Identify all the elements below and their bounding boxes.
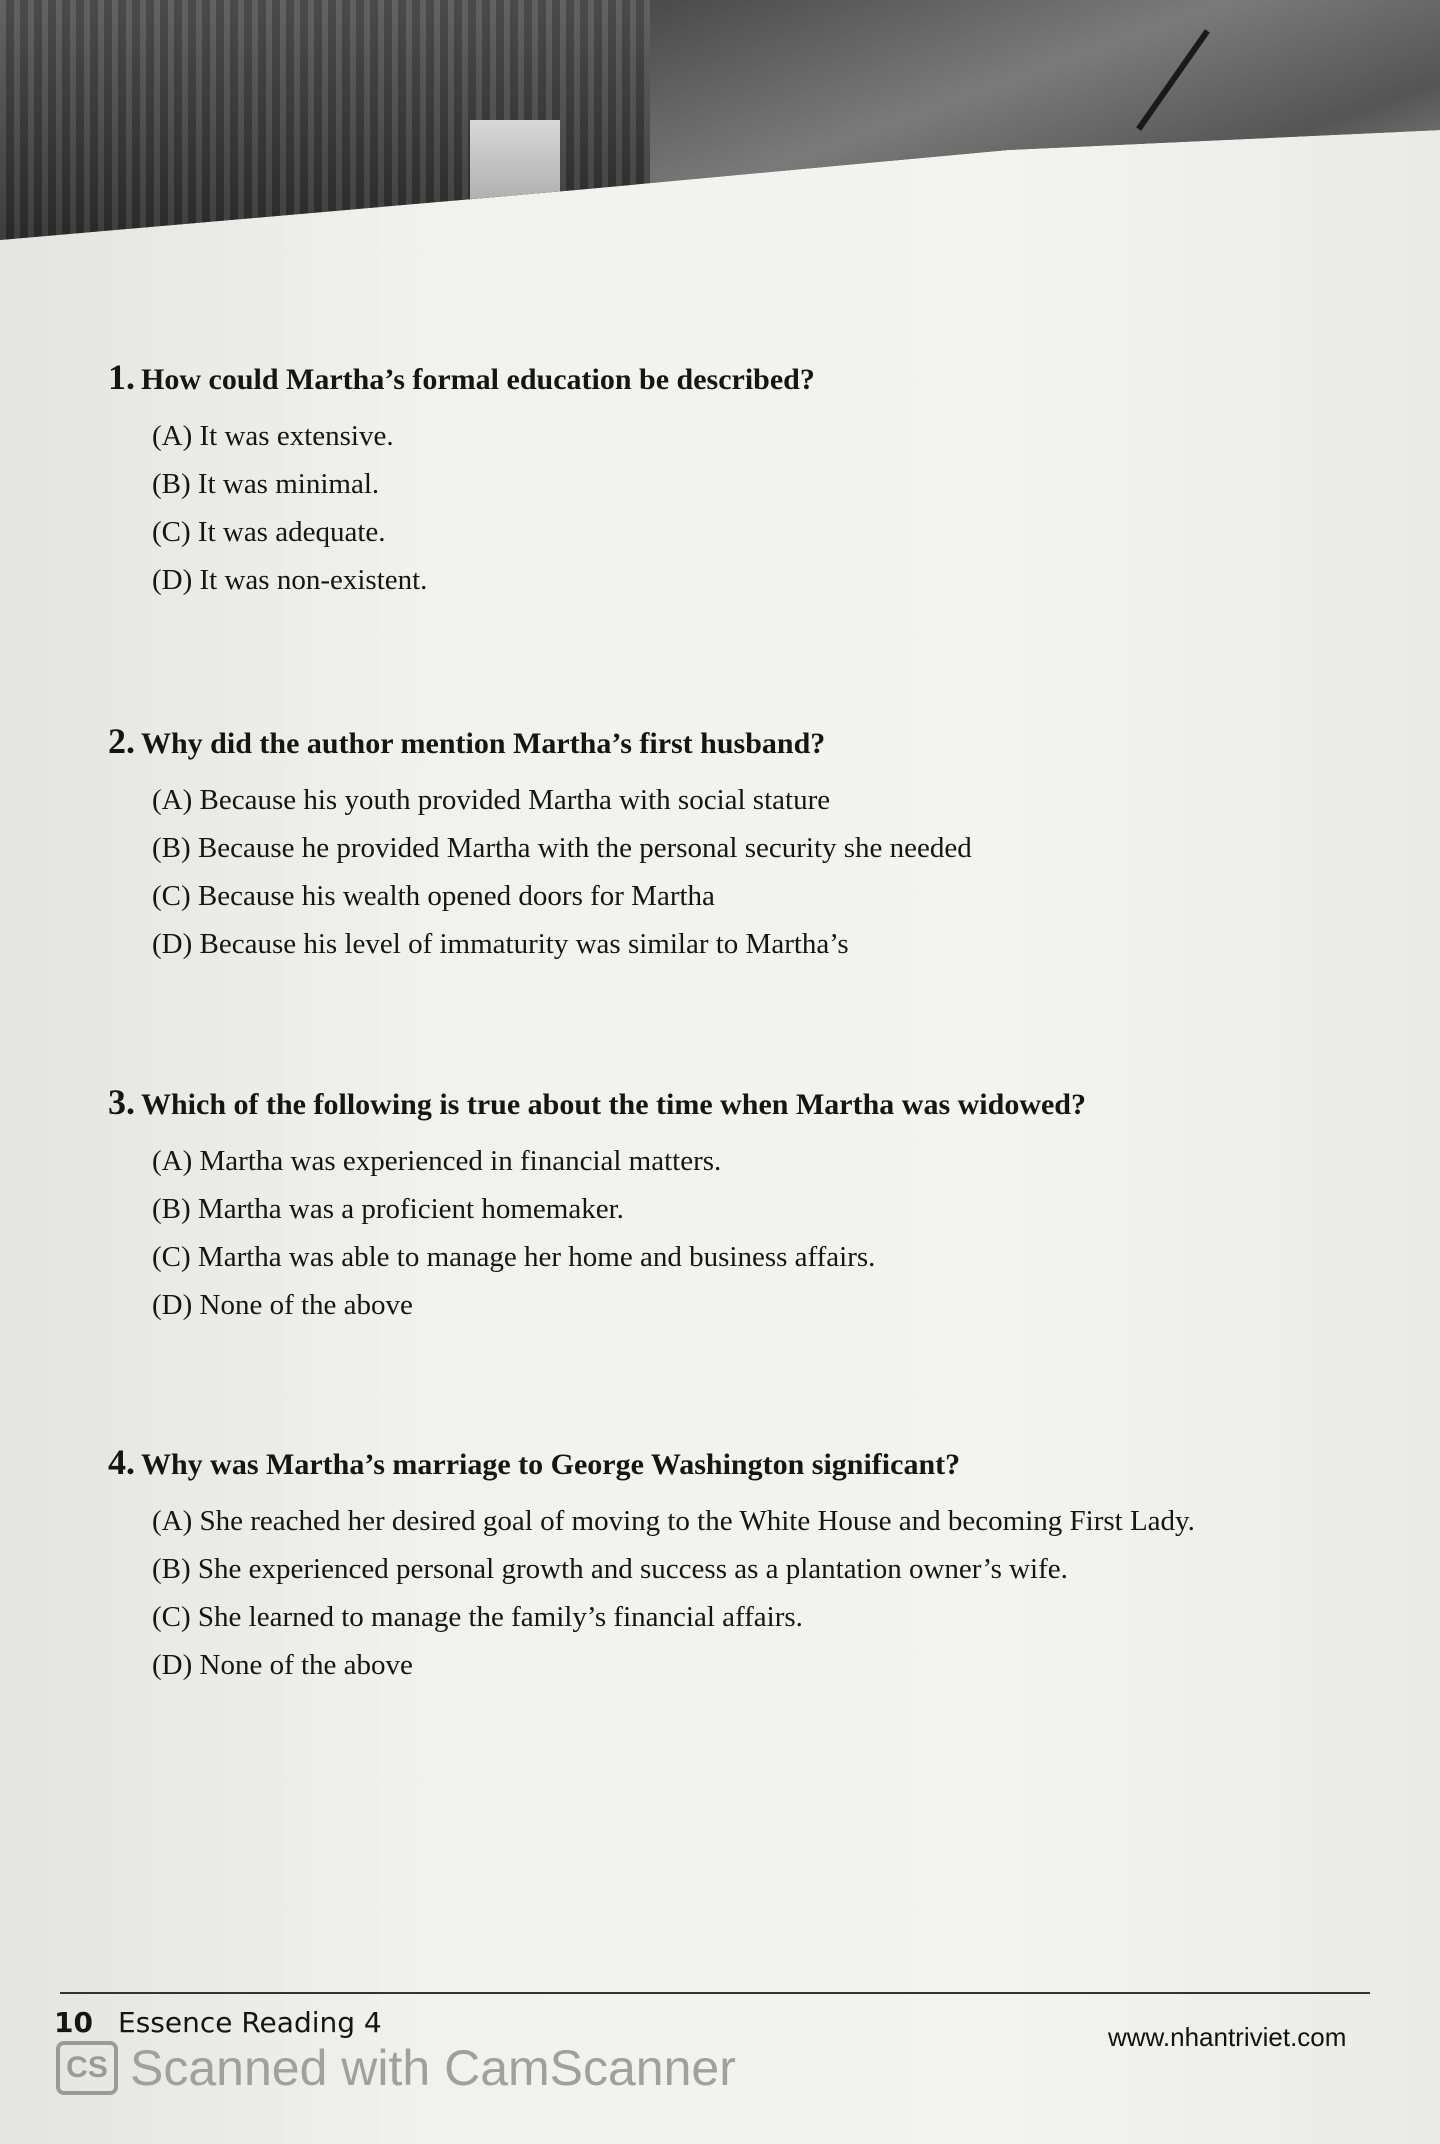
question-text: Why did the author mention Martha’s first husband? — [141, 727, 826, 760]
question-text: Which of the following is true about the time when Martha was widowed? — [141, 1088, 1086, 1121]
option-d: (D) Because his level of immaturity was similar to Martha’s — [152, 928, 849, 960]
question-text: Why was Martha’s marriage to George Washington significant? — [141, 1448, 961, 1481]
question-title — [108, 720, 972, 762]
options-list — [152, 776, 972, 968]
question-number: 3. — [108, 1082, 135, 1122]
hands-writing-image — [650, 0, 1440, 240]
option-a: (A) Martha was experienced in financial matters. — [152, 1145, 722, 1177]
question-number: 4. — [108, 1442, 135, 1482]
options-list — [152, 1497, 1195, 1689]
option-d: (D) It was non-existent. — [152, 564, 428, 596]
option-d: (D) None of the above — [152, 1289, 413, 1321]
option-b: (B) Martha was a proficient homemaker. — [152, 1193, 624, 1225]
option-c: (C) Martha was able to manage her home and business affairs. — [152, 1241, 876, 1273]
question-title — [108, 1441, 1195, 1483]
website-link: www.nhantriviet.com — [1108, 2022, 1347, 2052]
question-title — [108, 356, 815, 398]
header-photo — [0, 0, 1440, 240]
options-list — [152, 1137, 1086, 1329]
option-b: (B) Because he provided Martha with the personal security she needed — [152, 832, 972, 864]
question-2 — [108, 720, 972, 968]
options-list — [152, 412, 815, 604]
question-1 — [108, 356, 815, 604]
camscanner-logo-icon: CS — [56, 2041, 118, 2095]
question-3 — [108, 1081, 1086, 1329]
page-number: 10 — [54, 2006, 93, 2039]
building-image — [470, 120, 560, 240]
question-number: 1. — [108, 357, 135, 397]
question-4 — [108, 1441, 1195, 1689]
footer-divider — [60, 1992, 1370, 1994]
option-c: (C) Because his wealth opened doors for Martha — [152, 880, 715, 912]
book-title: Essence Reading 4 — [118, 2006, 382, 2039]
question-text: How could Martha’s formal education be described? — [141, 363, 815, 396]
option-c: (C) It was adequate. — [152, 516, 386, 548]
option-c: (C) She learned to manage the family’s financial affairs. — [152, 1601, 803, 1633]
question-number: 2. — [108, 721, 135, 761]
option-a: (A) She reached her desired goal of moving to the White House and becoming First Lady. — [152, 1505, 1195, 1537]
question-title — [108, 1081, 1086, 1123]
option-b: (B) It was minimal. — [152, 468, 380, 500]
option-d: (D) None of the above — [152, 1649, 413, 1681]
watermark-text: Scanned with CamScanner — [130, 2040, 736, 2096]
camscanner-watermark — [56, 2038, 736, 2098]
option-b: (B) She experienced personal growth and success as a plantation owner’s wife. — [152, 1553, 1068, 1585]
option-a: (A) It was extensive. — [152, 420, 394, 452]
option-a: (A) Because his youth provided Martha with social stature — [152, 784, 831, 816]
